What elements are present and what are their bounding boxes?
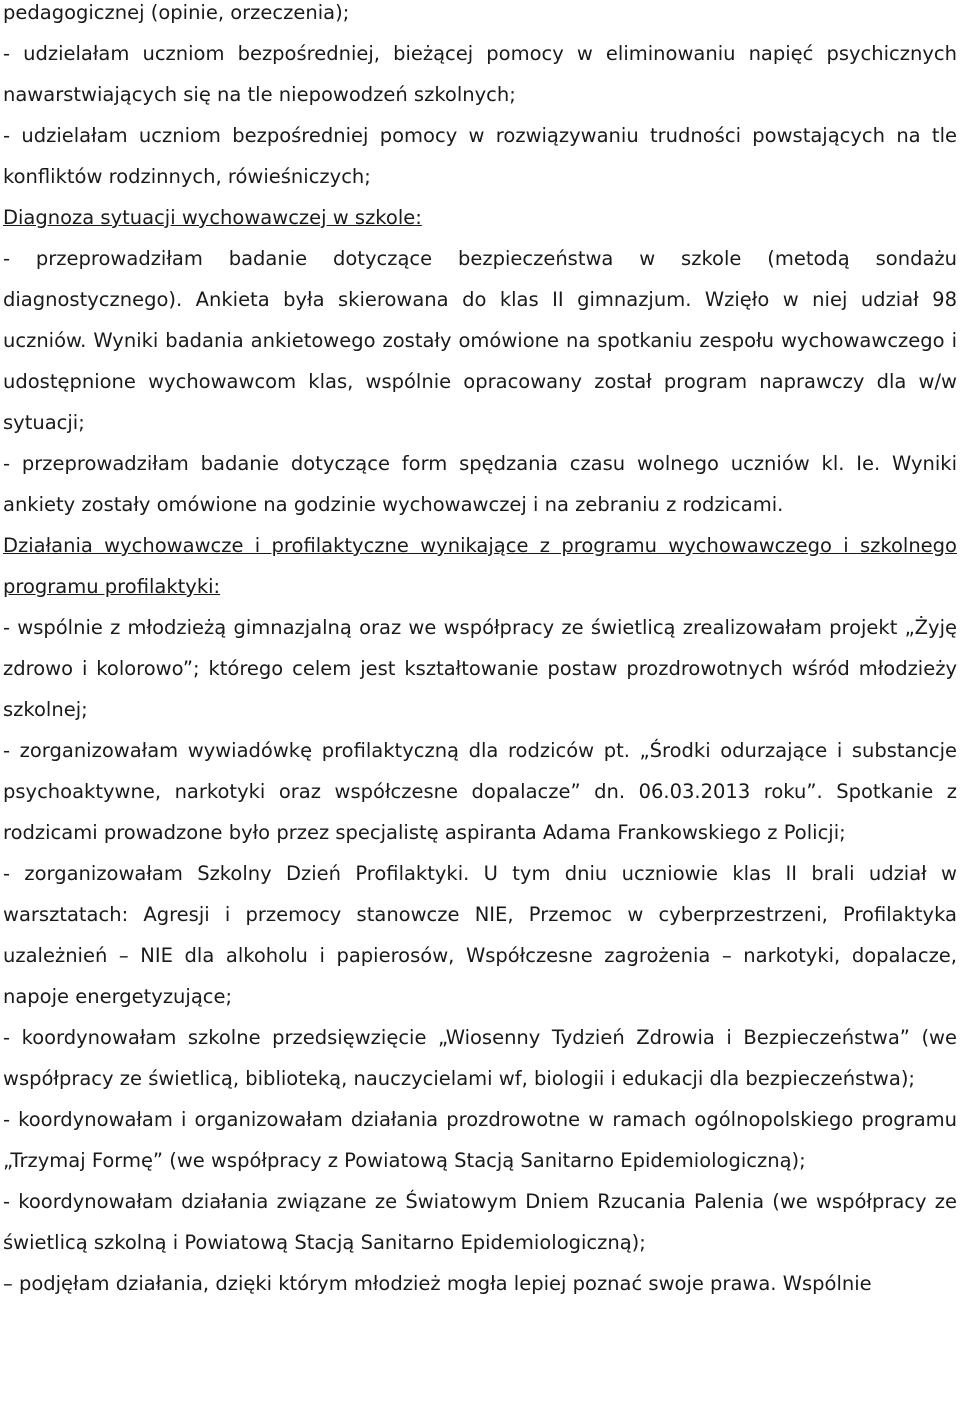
paragraph-14: – podjęłam działania, dzięki którym młodzież mogła lepiej poznać swoje prawa. Wspólnie — [3, 1272, 872, 1295]
paragraph-2: - udzielałam uczniom bezpośredniej, bieżącej pomocy w eliminowaniu napięć psychicznych nawarstwiających się na tle niepowodzeń szkolnych; — [3, 42, 957, 106]
paragraph-1: pedagogicznej (opinie, orzeczenia); — [3, 1, 350, 24]
paragraph-3: - udzielałam uczniom bezpośredniej pomocy w rozwiązywaniu trudności powstających na tle konfliktów rodzinnych, rówieśniczych; — [3, 124, 957, 188]
paragraph-5: - przeprowadziłam badanie dotyczące bezpieczeństwa w szkole (metodą sondażu diagnostycznego). Ankieta była skierowana do klas II gimnazjum. Wzięło w niej udział 98 uczniów. Wyniki badania ankietowego zostały omówione na spotkaniu zespołu wychowawczego i udostępnione wychowawcom klas, wspólnie opracowany został program naprawczy dla w/w sytuacji; — [3, 247, 957, 434]
paragraph-11: - koordynowałam szkolne przedsięwzięcie „Wiosenny Tydzień Zdrowia i Bezpieczeństwa” (we współpracy ze świetlicą, biblioteką, nauczycielami wf, biologii i edukacji dla bezpieczeństwa); — [3, 1026, 957, 1090]
paragraph-10: - zorganizowałam Szkolny Dzień Profilaktyki. U tym dniu uczniowie klas II brali udział w warsztatach: Agresji i przemocy stanowcze NIE, Przemoc w cyberprzestrzeni, Profilaktyka uzależnień – NIE dla alkoholu i papierosów, Współczesne zagrożenia – narkotyki, dopalacze, napoje energetyzujące; — [3, 862, 957, 1008]
paragraph-13: - koordynowałam działania związane ze Światowym Dniem Rzucania Palenia (we współpracy ze świetlicą szkolną i Powiatową Stacją Sanitarno Epidemiologiczną); — [3, 1190, 957, 1254]
paragraph-9: - zorganizowałam wywiadówkę profilaktyczną dla rodziców pt. „Środki odurzające i substancje psychoaktywne, narkotyki oraz współczesne dopalacze” dn. 06.03.2013 roku”. Spotkanie z rodzicami prowadzone było przez specjalistę aspiranta Adama Frankowskiego z Policji; — [3, 739, 957, 844]
section-heading-diagnosis: Diagnoza sytuacji wychowawczej w szkole: — [3, 206, 422, 229]
document-page — [3, 0, 957, 1304]
paragraph-12: - koordynowałam i organizowałam działania prozdrowotne w ramach ogólnopolskiego programu „Trzymaj Formę” (we współpracy z Powiatową Stacją Sanitarno Epidemiologiczną); — [3, 1108, 957, 1172]
section-heading-actions: Działania wychowawcze i profilaktyczne wynikające z programu wychowawczego i szkolnego programu profilaktyki: — [3, 534, 957, 598]
paragraph-6: - przeprowadziłam badanie dotyczące form spędzania czasu wolnego uczniów kl. Ie. Wyniki ankiety zostały omówione na godzinie wychowawczej i na zebraniu z rodzicami. — [3, 452, 957, 516]
paragraph-8: - wspólnie z młodzieżą gimnazjalną oraz we współpracy ze świetlicą zrealizowałam projekt „Żyję zdrowo i kolorowo”; którego celem jest kształtowanie postaw prozdrowotnych wśród młodzieży szkolnej; — [3, 616, 957, 721]
